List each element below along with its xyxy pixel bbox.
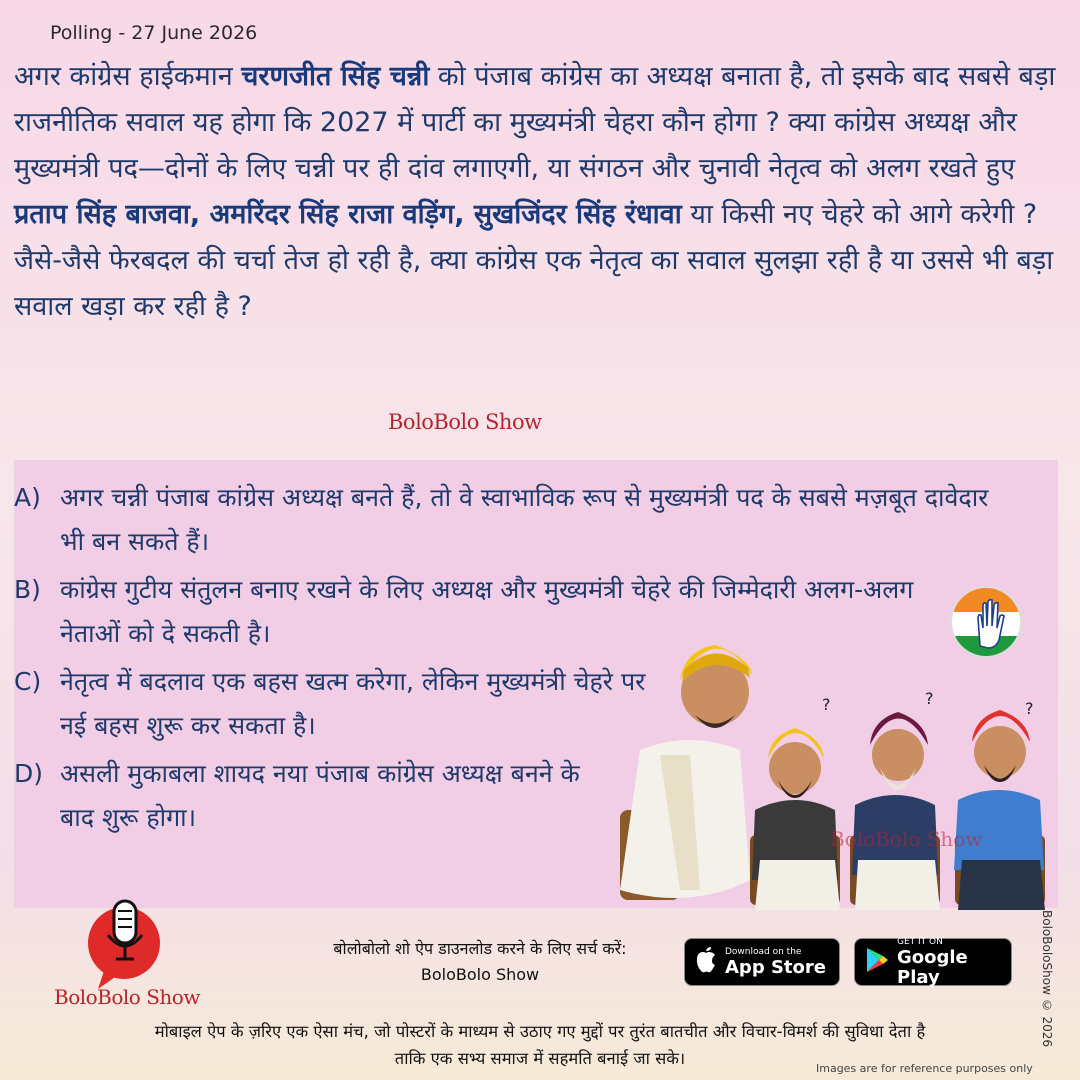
option-a[interactable]: [14, 476, 1014, 564]
question-highlight-1: चरणजीत सिंह चन्नी: [241, 61, 430, 92]
search-app-name: BoloBolo Show: [420, 965, 540, 984]
option-d[interactable]: [14, 752, 594, 840]
question-highlight-2: प्रताप सिंह बाजवा, अमरिंदर सिंह राजा वड़िंग, सुखजिंदर सिंह रंधावा: [14, 199, 682, 230]
question-mark: ?: [925, 689, 934, 708]
app-store-button[interactable]: [684, 938, 840, 986]
description-line: मोबाइल ऐप के ज़रिए एक ऐसा मंच, जो पोस्टरों के माध्यम से उठाए गए मुद्दों पर तुरंत बातचीत और विचार-विमर्श की सुविधा देता है: [154, 1022, 926, 1041]
option-text: नेतृत्व में बदलाव एक बहस खत्म करेगा, लेकिन मुख्यमंत्री चेहरे पर नई बहस शुरू कर सकता है।: [60, 667, 646, 740]
option-text: असली मुकाबला शायद नया पंजाब कांग्रेस अध्यक्ष बनने के बाद शुरू होगा।: [60, 759, 580, 832]
question-mark: ?: [1025, 699, 1034, 718]
google-play-label: Google Play: [897, 946, 968, 988]
option-letter: C): [14, 667, 42, 696]
option-letter: B): [14, 575, 41, 604]
google-play-icon: [865, 947, 889, 977]
poll-question: [14, 54, 1064, 330]
cartoon-leaders-illustration: [600, 620, 1070, 920]
question-mark: ?: [822, 695, 831, 714]
copyright-notice: BoloBoloShow © 2026: [1040, 910, 1054, 1048]
illustration-watermark: BoloBolo Show: [830, 827, 983, 851]
google-play-small-label: GET IT ON: [897, 936, 943, 947]
question-text-1: अगर कांग्रेस हाईकमान: [14, 61, 242, 92]
search-instruction-line: बोलोबोलो शो ऐप डाउनलोड करने के लिए सर्च करें:: [333, 939, 627, 958]
footer-brand-name: BoloBolo Show: [54, 985, 200, 1009]
apple-icon: [695, 947, 717, 977]
question-text-2: को पंजाब कांग्रेस का अध्यक्ष बनाता है, तो इसके बाद सबसे बड़ा राजनीतिक सवाल यह होगा कि 2027 में पार्टी का मुख्यमंत्री चेहरा कौन होगा ? क्या कांग्रेस अध्यक्ष और मुख्यमंत्री पद—दोनों के लिए चन्नी पर ही दांव लगाएगी, या संगठन और चुनावी नेतृत्व को अलग रखते हुए: [14, 61, 1056, 184]
app-store-label: App Store: [725, 956, 826, 978]
option-text: कांग्रेस गुटीय संतुलन बनाए रखने के लिए अध्यक्ष और मुख्यमंत्री चेहरे की जिम्मेदारी अलग-अलग नेताओं को दे सकती है।: [60, 575, 914, 648]
option-c[interactable]: [14, 660, 654, 748]
app-store-small-label: Download on the: [725, 946, 802, 957]
description-line: ताकि एक सभ्य समाज में सहमति बनाई जा सके।: [394, 1049, 686, 1068]
google-play-button[interactable]: [854, 938, 1012, 986]
option-letter: D): [14, 759, 44, 788]
question-text-3: या किसी नए चेहरे को आगे करेगी ? जैसे-जैसे फेरबदल की चर्चा तेज हो रही है, क्या कांग्रेस एक नेतृत्व का सवाल सुलझा रही है या उससे भी बड़ा सवाल खड़ा कर रही है ?: [14, 199, 1054, 322]
brand-watermark: BoloBolo Show: [388, 410, 542, 434]
image-disclaimer: Images are for reference purposes only: [816, 1062, 1033, 1075]
app-search-instruction: [290, 936, 670, 988]
option-text: अगर चन्नी पंजाब कांग्रेस अध्यक्ष बनते हैं, तो वे स्वाभाविक रूप से मुख्यमंत्री पद के सबसे मज़बूत दावेदार भी बन सकते हैं।: [60, 483, 989, 556]
option-letter: A): [14, 483, 41, 512]
poll-date: Polling - 27 June 2026: [50, 22, 258, 44]
